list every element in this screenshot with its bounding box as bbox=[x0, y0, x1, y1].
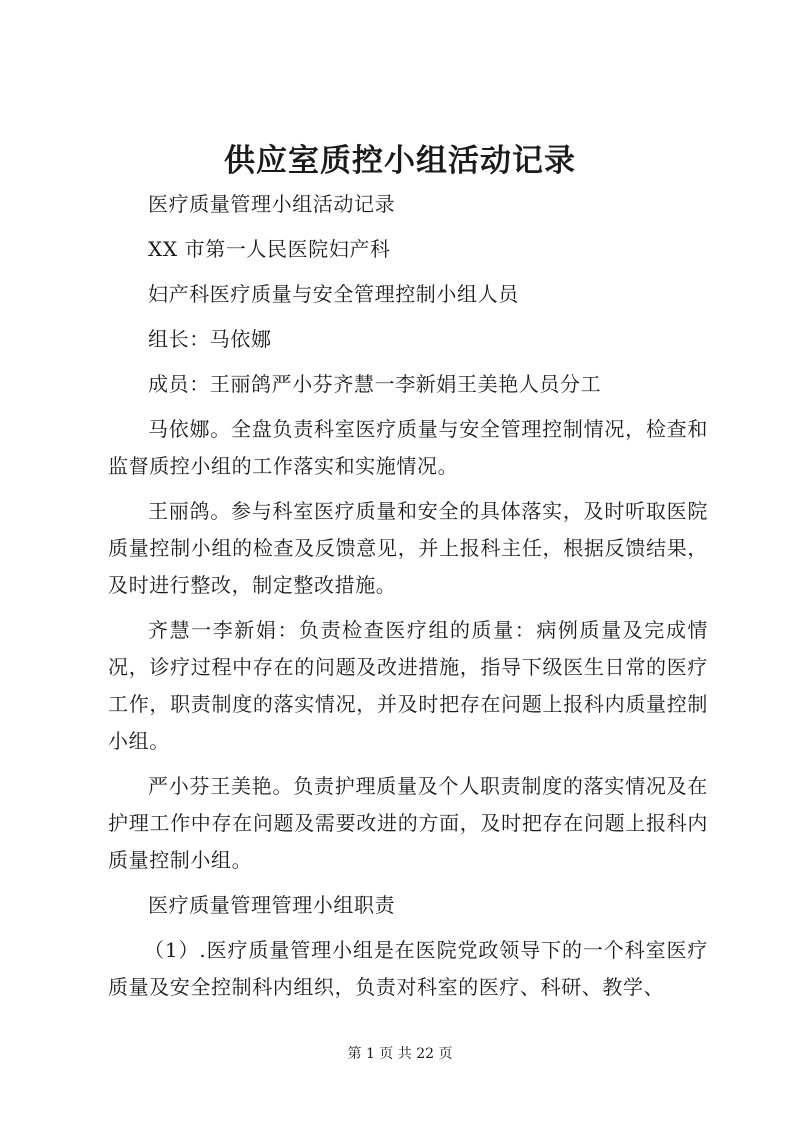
paragraph-duty-wang: 王丽鸽。参与科室医疗质量和安全的具体落实，及时听取医院质量控制小组的检查及反馈意见，并上报科主任，根据反馈结果，及时进行整改，制定整改措施。 bbox=[108, 499, 708, 597]
paragraph-group-leader: 组长：马依娜 bbox=[148, 327, 272, 351]
page-footer: 第 1 页 共 22 页 bbox=[347, 1046, 453, 1062]
paragraph-duty-qi-li: 齐慧一李新娟：负责检查医疗组的质量：病例质量及完成情况，诊疗过程中存在的问题及改进措施，指导下级医生日常的医疗工作，职责制度的落实情况，并及时把存在问题上报科内质量控制小组。 bbox=[108, 618, 708, 753]
paragraph-duty-ma: 马依娜。全盘负责科室医疗质量与安全管理控制情况，检查和监督质控小组的工作落实和实施情况。 bbox=[108, 417, 708, 478]
paragraph-members: 成员：王丽鸽严小芬齐慧一李新娟王美艳人员分工 bbox=[148, 372, 602, 396]
paragraph-duty-yan-wang: 严小芬王美艳。负责护理质量及个人职责制度的落实情况及在护理工作中存在问题及需要改进的方面，及时把存在问题上报科内质量控制小组。 bbox=[108, 774, 708, 872]
paragraph-group-members-heading: 妇产科医疗质量与安全管理控制小组人员 bbox=[148, 282, 519, 306]
paragraph-subtitle: 医疗质量管理小组活动记录 bbox=[148, 192, 396, 216]
paragraph-responsibility-1: （1）.医疗质量管理小组是在医院党政领导下的一个科室医疗质量及安全控制科内组织，负责对科室的医疗、科研、教学、 bbox=[108, 938, 708, 999]
paragraph-hospital: XX 市第一人民医院妇产科 bbox=[148, 237, 391, 261]
document-body bbox=[108, 186, 708, 1014]
document-title: 供应室质控小组活动记录 bbox=[224, 143, 576, 179]
paragraph-responsibilities-heading: 医疗质量管理管理小组职责 bbox=[148, 893, 396, 917]
